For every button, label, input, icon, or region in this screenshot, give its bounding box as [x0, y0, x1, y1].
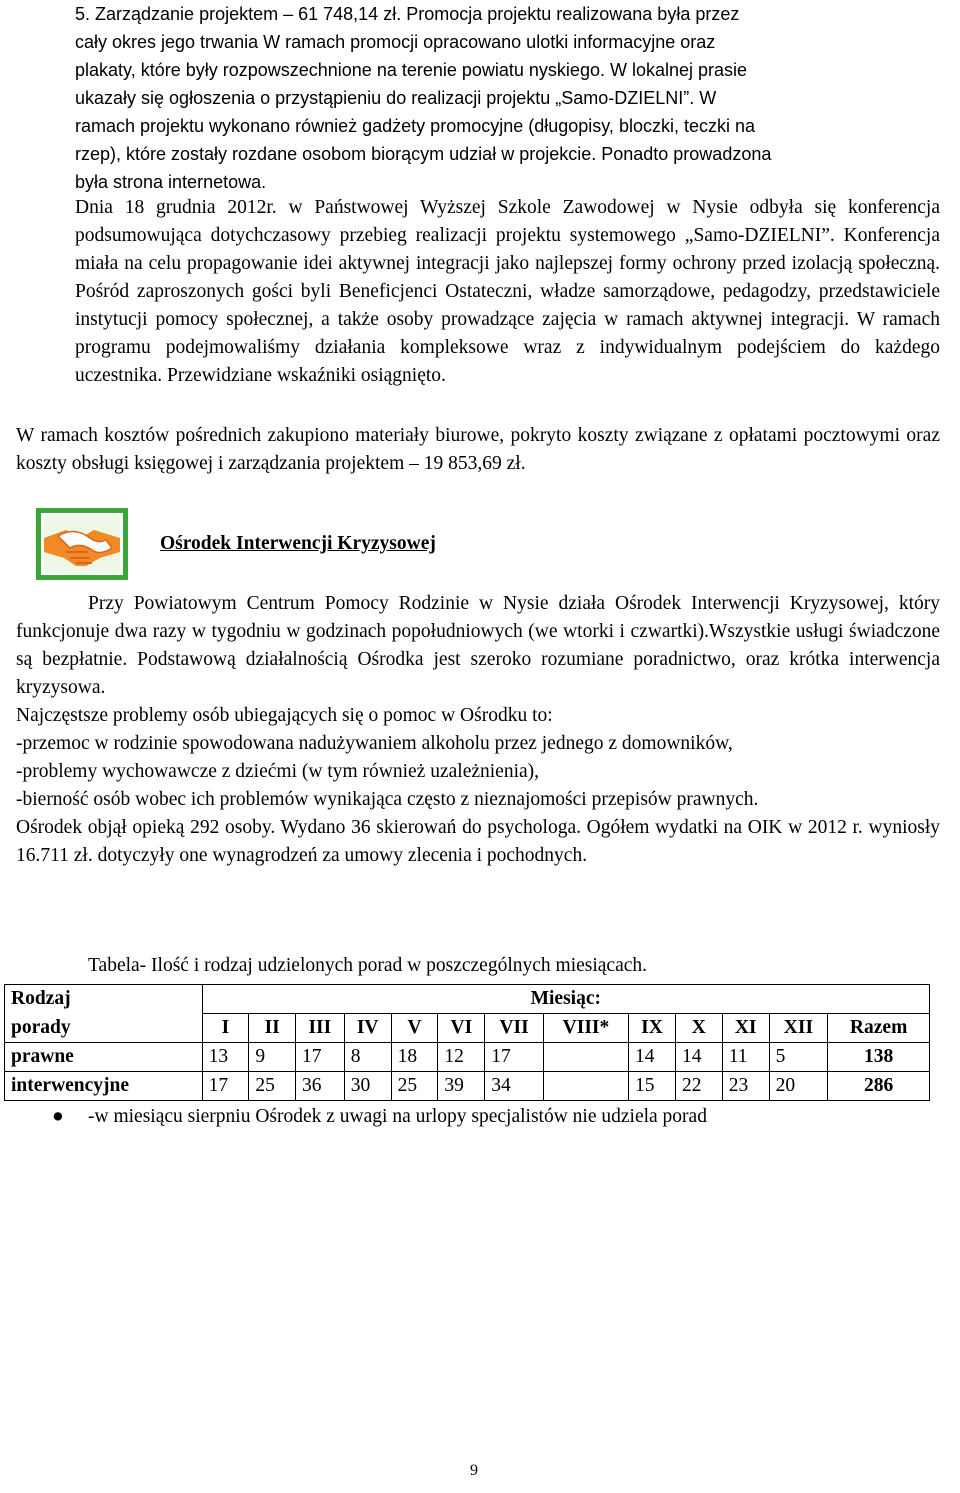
table-cell: 11 — [722, 1043, 769, 1072]
month-header: XI — [722, 1014, 769, 1043]
header-type: Rodzaj — [5, 985, 203, 1014]
table-cell: 25 — [249, 1072, 296, 1101]
header-type: porady — [5, 1014, 203, 1043]
month-header: I — [202, 1014, 249, 1043]
oik-section — [16, 590, 940, 870]
total-header: Razem — [828, 1014, 930, 1043]
page-number: 9 — [470, 1462, 478, 1479]
problem-item: -bierność osób wobec ich problemów wynikająca często z nieznajomości przepisów prawnych. — [16, 789, 759, 810]
header-month: Miesiąc: — [202, 985, 929, 1014]
table-cell: 25 — [391, 1072, 438, 1101]
table-cell: 22 — [675, 1072, 722, 1101]
month-header: VIII* — [543, 1014, 628, 1043]
row-label: interwencyjne — [5, 1072, 203, 1101]
table-cell: 20 — [769, 1072, 828, 1101]
oik-intro: Przy Powiatowym Centrum Pomocy Rodzinie w Nysie działa Ośrodek Interwencji Kryzysowej, który funkcjonuje dwa razy w tygodniu w godzinach popołudniowych (we wtorki i czwartki).Wszystkie usługi świadczone są bezpłatnie. Podstawową działalnością Ośrodka jest szeroko rozumiane poradnictwo, oraz krótka interwencja kryzysowa. — [16, 593, 940, 698]
month-header: II — [249, 1014, 296, 1043]
month-header: VI — [438, 1014, 485, 1043]
month-header: III — [296, 1014, 345, 1043]
table-cell: 17 — [202, 1072, 249, 1101]
text-line: 5. Zarządzanie projektem – 61 748,14 zł. Promocja projektu realizowana była przez — [75, 4, 740, 24]
table-cell: 17 — [296, 1043, 345, 1072]
bullet-icon: ● — [52, 1106, 64, 1127]
text-line: cały okres jego trwania W ramach promocji opracowano ulotki informacyjne oraz — [75, 32, 716, 52]
conference-paragraph: Dnia 18 grudnia 2012r. w Państwowej Wyższej Szkole Zawodowej w Nysie odbyła się konferencja podsumowująca dotychczasowy przebieg realizacji projektu systemowego „Samo-DZIELNI”. Konferencja miała na celu propagowanie idei aktywnej integracji jako najlepszej formy ochrony przed izolacją społeczną. Pośród zaproszonych gości byli Beneficjenci Ostateczni, władze samorządowe, pedagodzy, przedstawiciele instytucji pomocy społecznej, a także osoby prowadzące zajęcia w ramach aktywnej integracji. W ramach programu podejmowaliśmy działania kompleksowe wraz z indywidualnym podejściem do każdego uczestnika. Przewidziane wskaźniki osiągnięto. — [75, 197, 940, 386]
table-cell: 15 — [629, 1072, 676, 1101]
text-line: rzep), które zostały rozdane osobom biorącym udział w projekcie. Ponadto prowadzona — [75, 144, 772, 164]
table-cell: 9 — [249, 1043, 296, 1072]
section-heading: Ośrodek Interwencji Kryzysowej — [160, 533, 436, 554]
month-header: V — [391, 1014, 438, 1043]
month-header: IX — [629, 1014, 676, 1043]
handshake-icon — [36, 508, 128, 580]
month-header: VII — [485, 1014, 544, 1043]
table-cell: 18 — [391, 1043, 438, 1072]
problem-item: -przemoc w rodzinie spowodowana nadużywaniem alkoholu przez jednego z domowników, — [16, 733, 733, 754]
table-cell: 13 — [202, 1043, 249, 1072]
text-line: ukazały się ogłoszenia o przystąpieniu do realizacji projektu „Samo-DZIELNI”. W — [75, 88, 717, 108]
oik-summary: Ośrodek objął opieką 292 osoby. Wydano 36 skierowań do psychologa. Ogółem wydatki na OIK w 2012 r. wyniosły 16.711 zł. dotyczyły one wynagrodzeń za umowy zlecenia i pochodnych. — [16, 817, 940, 866]
table-cell — [543, 1072, 628, 1101]
table-row — [5, 1043, 930, 1072]
table-cell: 39 — [438, 1072, 485, 1101]
text-line: plakaty, które były rozpowszechnione na terenie powiatu nyskiego. W lokalnej prasie — [75, 60, 748, 80]
table-cell: 8 — [344, 1043, 391, 1072]
table-cell: 12 — [438, 1043, 485, 1072]
problem-item: -problemy wychowawcze z dziećmi (w tym również uzależnienia), — [16, 761, 540, 782]
table-cell: 17 — [485, 1043, 544, 1072]
total-cell: 286 — [828, 1072, 930, 1101]
row-label: prawne — [5, 1043, 203, 1072]
total-cell: 138 — [828, 1043, 930, 1072]
text-line: ramach projektu wykonano również gadżety promocyjne (długopisy, bloczki, teczki na — [75, 116, 755, 136]
text-line: była strona internetowa. — [75, 172, 267, 192]
table-cell: 23 — [722, 1072, 769, 1101]
advice-table — [4, 984, 930, 1101]
table-header-row — [5, 1014, 930, 1043]
month-header: X — [675, 1014, 722, 1043]
table-cell: 14 — [675, 1043, 722, 1072]
table-cell: 34 — [485, 1072, 544, 1101]
table-cell: 36 — [296, 1072, 345, 1101]
management-section — [75, 0, 940, 196]
table-cell: 5 — [769, 1043, 828, 1072]
indirect-costs-paragraph: W ramach kosztów pośrednich zakupiono materiały biurowe, pokryto koszty związane z opłatami pocztowymi oraz koszty obsługi księgowej i zarządzania projektem – 19 853,69 zł. — [16, 425, 940, 474]
table-row — [5, 1072, 930, 1101]
table-header-row — [5, 985, 930, 1014]
footnote-text: -w miesiącu sierpniu Ośrodek z uwagi na urlopy specjalistów nie udziela porad — [88, 1106, 707, 1127]
table-cell: 14 — [629, 1043, 676, 1072]
month-header: XII — [769, 1014, 828, 1043]
month-header: IV — [344, 1014, 391, 1043]
table-cell: 30 — [344, 1072, 391, 1101]
table-cell — [543, 1043, 628, 1072]
footnote — [52, 1103, 707, 1131]
problems-intro: Najczęstsze problemy osób ubiegających się o pomoc w Ośrodku to: — [16, 705, 553, 726]
table-caption: Tabela- Ilość i rodzaj udzielonych porad w poszczególnych miesiącach. — [88, 955, 648, 976]
